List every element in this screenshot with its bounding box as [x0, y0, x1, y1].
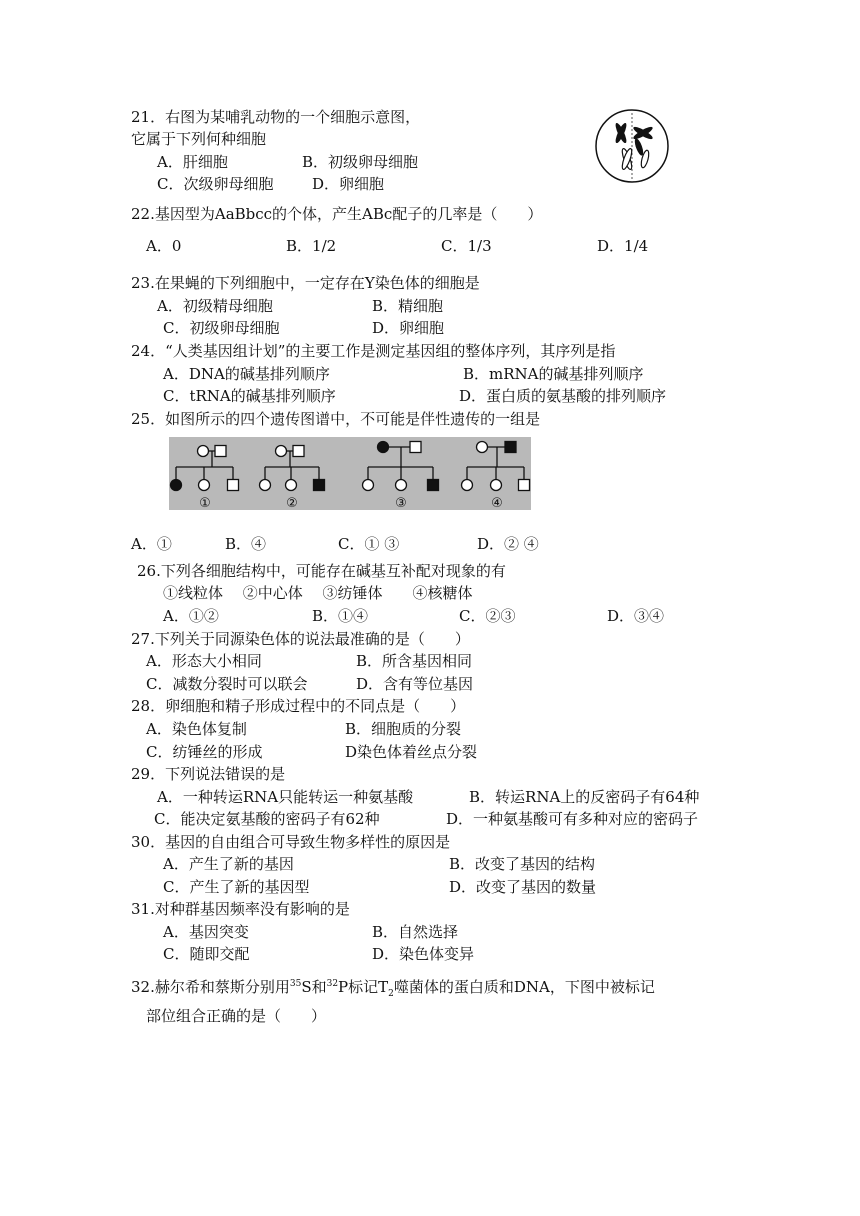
q24-option-d: D．蛋白质的氨基酸的排列顺序 — [459, 387, 667, 405]
q32-text-part3: P标记T — [338, 978, 389, 996]
q29-stem: 29．下列说法错误的是 — [131, 765, 286, 783]
pedigree-label-2: ② — [286, 496, 298, 510]
q30-option-c: C．产生了新的基因型 — [163, 878, 310, 896]
q28-stem: 28．卵细胞和精子形成过程中的不同点是（ ） — [131, 697, 466, 715]
q24-option-c: C．tRNA的碱基排列顺序 — [163, 387, 336, 405]
q27-option-d: D．含有等位基因 — [356, 675, 474, 693]
q24-option-b: B．mRNA的碱基排列顺序 — [463, 365, 644, 383]
q26-option-c: C．②③ — [459, 607, 516, 625]
q30-stem: 30．基因的自由组合可导致生物多样性的原因是 — [131, 833, 451, 851]
q29-option-a: A．一种转运RNA只能转运一种氨基酸 — [157, 788, 414, 806]
q31-option-b: B．自然选择 — [372, 923, 459, 941]
q29-option-d: D．一种氨基酸可有多种对应的密码子 — [446, 810, 699, 828]
q27-option-b: B．所含基因相同 — [356, 652, 473, 670]
q31-option-d: D．染色体变异 — [372, 945, 475, 963]
q31-option-a: A．基因突变 — [163, 923, 249, 941]
q22-option-c: C．1/3 — [441, 237, 492, 255]
q30-option-d: D．改变了基因的数量 — [449, 878, 597, 896]
q32-sup-35: 35 — [289, 979, 302, 989]
q24-option-a: A．DNA的碱基排列顺序 — [163, 365, 330, 383]
q30-option-a: A．产生了新的基因 — [163, 855, 294, 873]
q25-option-d: D．② ④ — [477, 535, 539, 553]
q25-option-b: B．④ — [225, 535, 267, 553]
q28-option-d: D染色体着丝点分裂 — [345, 743, 478, 761]
q31-stem: 31.对种群基因频率没有影响的是 — [131, 900, 350, 918]
q31-option-c: C．随即交配 — [163, 945, 250, 963]
q23-option-a: A．初级精母细胞 — [157, 297, 273, 315]
q32-text-part2: S和 — [301, 978, 327, 996]
q25-stem: 25．如图所示的四个遗传图谱中，不可能是伴性遗传的一组是 — [131, 410, 541, 428]
q22-stem: 22.基因型为AaBbcc的个体，产生ABc配子的几率是（ ） — [131, 205, 543, 223]
q26-option-b: B．①④ — [312, 607, 369, 625]
q21-stem-line2: 它属于下列何种细胞 — [131, 130, 267, 148]
q23-option-d: D．卵细胞 — [372, 319, 445, 337]
q22-option-d: D．1/4 — [597, 237, 649, 255]
q28-option-a: A．染色体复制 — [146, 720, 247, 738]
q21-stem-line1: 21．右图为某哺乳动物的一个细胞示意图， — [131, 108, 421, 126]
q32-stem-line2: 部位组合正确的是（ ） — [146, 1007, 327, 1025]
q32-text-part4: 噬菌体的蛋白质和DNA，下图中被标记 — [393, 978, 655, 996]
q22-option-b: B．1/2 — [286, 237, 337, 255]
pedigree-label-1: ① — [199, 496, 211, 510]
q27-option-a: A．形态大小相同 — [146, 652, 262, 670]
q23-option-b: B．精细胞 — [372, 297, 444, 315]
q25-option-a: A．① — [131, 535, 172, 553]
q26-option-d: D．③④ — [607, 607, 665, 625]
q26-items: ①线粒体 ②中心体 ③纺锤体 ④核糖体 — [163, 584, 473, 602]
q24-stem: 24．“人类基因组计划”的主要工作是测定基因组的整体序列，其序列是指 — [131, 342, 616, 360]
pedigree-label-3: ③ — [395, 496, 407, 510]
q26-option-a: A．①② — [163, 607, 219, 625]
cell-diagram — [593, 107, 671, 185]
q27-option-c: C．减数分裂时可以联会 — [146, 675, 308, 693]
pedigree-label-4: ④ — [491, 496, 503, 510]
q32-text-part1: 32.赫尔希和蔡斯分别用 — [131, 978, 290, 996]
q29-option-c: C．能决定氨基酸的密码子有62种 — [154, 810, 380, 828]
q25-option-c: C．① ③ — [338, 535, 400, 553]
q28-option-c: C．纺锤丝的形成 — [146, 743, 263, 761]
q30-option-b: B．改变了基因的结构 — [449, 855, 596, 873]
pedigree-figure — [169, 437, 531, 510]
q32-sup-32: 32 — [326, 979, 339, 989]
q21-option-c: C．次级卵母细胞 — [157, 175, 274, 193]
q22-option-a: A．0 — [146, 237, 182, 255]
q26-stem: 26.下列各细胞结构中，可能存在碱基互补配对现象的有 — [137, 562, 506, 580]
q21-option-a: A．肝细胞 — [157, 153, 228, 171]
q29-option-b: B．转运RNA上的反密码子有64种 — [469, 788, 700, 806]
q27-stem: 27.下列关于同源染色体的说法最准确的是（ ） — [131, 630, 470, 648]
q32-stem-line1 — [131, 974, 655, 1004]
q32-sub-2: 2 — [388, 989, 394, 999]
q21-option-d: D．卵细胞 — [312, 175, 385, 193]
q21-option-b: B．初级卵母细胞 — [302, 153, 419, 171]
q28-option-b: B．细胞质的分裂 — [345, 720, 462, 738]
q23-option-c: C．初级卵母细胞 — [163, 319, 280, 337]
q23-stem: 23.在果蝇的下列细胞中，一定存在Y染色体的细胞是 — [131, 274, 480, 292]
